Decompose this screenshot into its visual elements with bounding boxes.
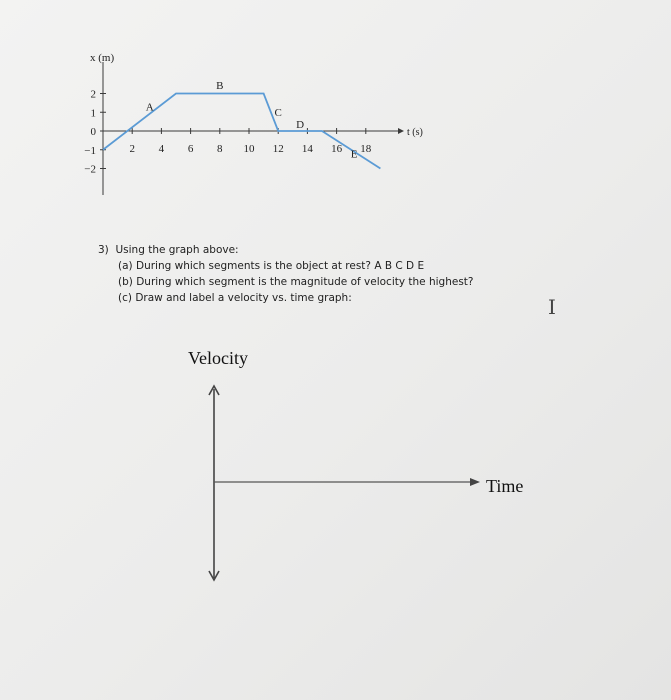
question-part-c [98,290,474,306]
part-a-id: (a) [118,260,133,272]
x-tick-label: 18 [360,143,372,155]
x-axis-label: t (s) [407,127,423,138]
part-b-id: (b) [118,276,133,288]
segment-label-a: A [145,101,154,114]
question-part-a [98,258,474,274]
question-intro [98,242,474,258]
part-c-text: Draw and label a velocity vs. time graph: [135,292,352,304]
time-axis-arrowhead [470,478,480,486]
position-time-graph [0,0,671,240]
part-a-text: During which segments is the object at rest? A B C D E [135,260,425,272]
x-tick-label: 14 [301,143,313,155]
x-axis-arrowhead [398,128,404,134]
y-tick-label: −1 [84,144,96,157]
question-number: 3) [98,244,109,256]
x-tick-label: 4 [158,143,165,155]
x-tick-label: 12 [272,143,284,155]
velocity-axis-label: Velocity [188,348,248,368]
y-tick-label: −2 [84,163,96,176]
text-cursor-icon: I [548,295,556,319]
y-tick-label: 1 [90,107,96,120]
question-part-b [98,274,474,290]
y-tick-label: 0 [90,126,96,138]
graph-axes [103,62,404,195]
x-ticks [129,128,371,155]
segment-label-e: E [350,148,358,161]
part-c-id: (c) [118,292,132,304]
segment-label-c: C [274,107,282,119]
question-intro-text: Using the graph above: [115,244,239,256]
x-tick-label: 10 [243,143,255,155]
segment-label-b: B [216,79,224,92]
question-block [98,242,474,306]
x-tick-label: 6 [187,143,194,155]
velocity-axis-down-arrow [209,571,219,580]
x-tick-label: 2 [129,143,135,155]
velocity-axis-up-arrow [209,386,219,395]
part-b-text: During which segment is the magnitude of velocity the highest? [136,276,474,288]
time-axis-label: Time [486,476,524,496]
x-tick-label: 8 [217,143,223,155]
y-axis-label: x (m) [90,52,115,64]
y-tick-label: 2 [90,88,96,101]
segment-label-d: D [296,119,305,132]
x-tick-label: 16 [331,143,343,155]
